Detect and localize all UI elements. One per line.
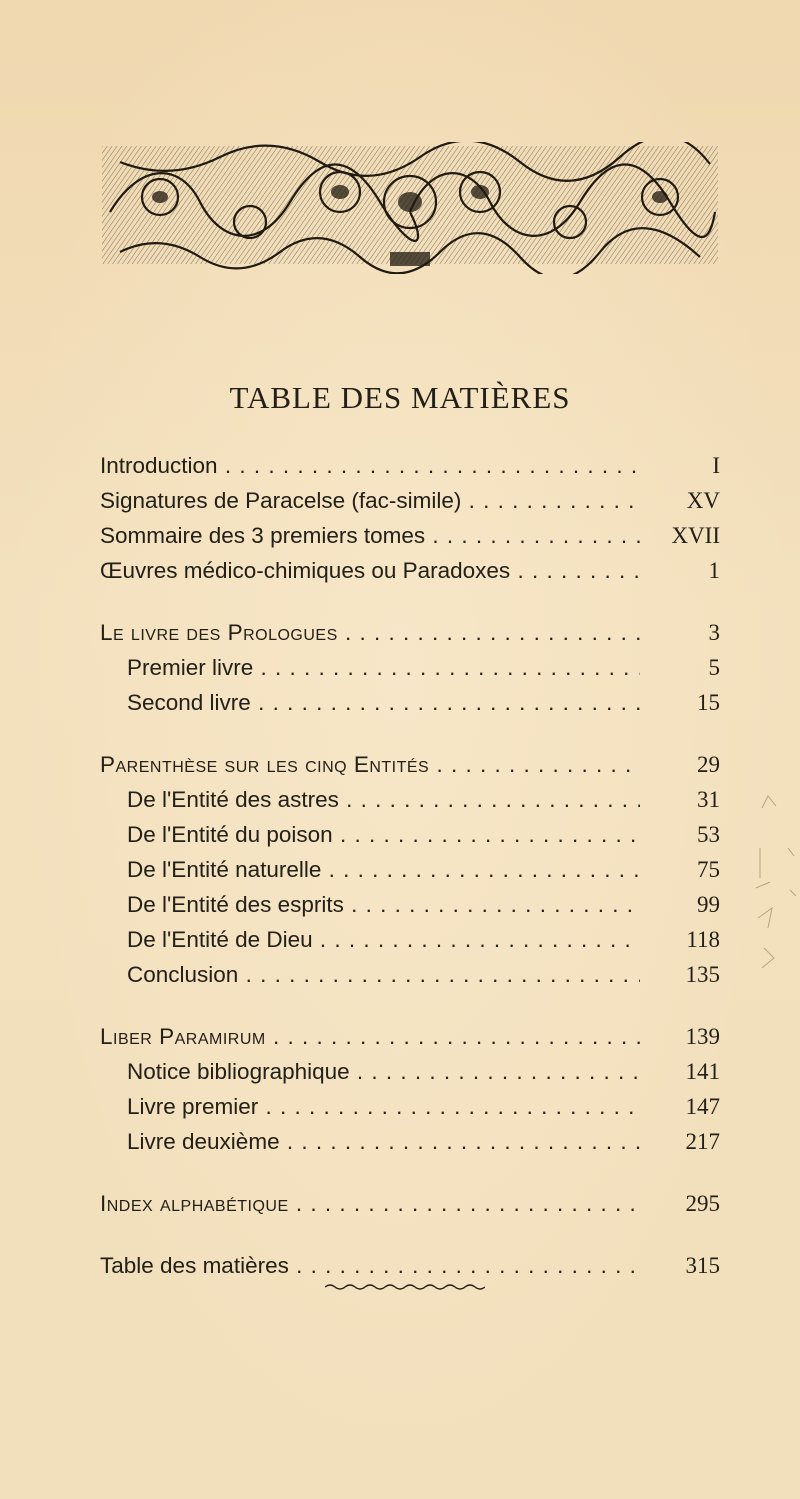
toc-entry <box>100 887 720 922</box>
section-gap <box>100 588 720 615</box>
toc-entry-page: 315 <box>685 1253 720 1278</box>
toc-entry-page: 295 <box>685 1191 720 1216</box>
toc-entry-page: XVII <box>671 523 720 548</box>
toc-entry-page: XV <box>686 488 720 513</box>
toc-entry-label: Second livre . . . <box>127 685 640 720</box>
section-gap <box>100 992 720 1019</box>
toc-entry-page: 53 <box>697 822 720 847</box>
toc-section-heading <box>100 1019 720 1054</box>
toc-entry-page: I <box>712 453 720 478</box>
toc-entry <box>100 553 720 588</box>
toc-entry-label: De l'Entité du poison . . . <box>127 817 640 852</box>
toc-entry-page: 75 <box>697 857 720 882</box>
toc-entry-page: 15 <box>697 690 720 715</box>
toc-entry-page: 135 <box>685 962 720 987</box>
toc-entry <box>100 483 720 518</box>
toc-entry <box>100 650 720 685</box>
toc-entry-label: Le livre des Prologues . . . <box>100 615 640 650</box>
toc-entry-page: 147 <box>685 1094 720 1119</box>
toc-entry <box>100 922 720 957</box>
toc-entry <box>100 1089 720 1124</box>
toc-entry <box>100 1124 720 1159</box>
toc-entry-page: 29 <box>697 752 720 777</box>
toc-entry-label: Livre premier . . . <box>127 1089 640 1124</box>
toc-entry-label: De l'Entité de Dieu . . . <box>127 922 640 957</box>
toc-entry-label: De l'Entité des astres . . . <box>127 782 640 817</box>
toc-entry-label: Conclusion . . . <box>127 957 640 992</box>
toc-entry-page: 3 <box>708 620 720 645</box>
toc-entry <box>100 685 720 720</box>
toc-entry-label: Introduction . . . <box>100 448 640 483</box>
toc-entry-page: 217 <box>685 1129 720 1154</box>
section-gap <box>100 720 720 747</box>
toc-entry-label: Notice bibliographique . . . <box>127 1054 640 1089</box>
toc-entry-page: 139 <box>685 1024 720 1049</box>
toc-entry <box>100 852 720 887</box>
page-title: TABLE DES MATIÈRES <box>229 380 571 415</box>
section-gap <box>100 1159 720 1186</box>
toc-entry-label: Liber Paramirum . . . <box>100 1019 640 1054</box>
toc-entry <box>100 518 720 553</box>
toc-entry-page: 99 <box>697 892 720 917</box>
floral-ornament-icon <box>100 142 720 274</box>
toc-entry-label: Index alphabétique . . . <box>100 1186 640 1221</box>
toc-entry <box>100 1054 720 1089</box>
table-of-contents <box>100 448 720 1283</box>
section-gap <box>100 1221 720 1248</box>
show-through-marks-icon <box>748 778 800 978</box>
toc-entry-label: Livre deuxième . . . <box>127 1124 640 1159</box>
toc-entry-label: De l'Entité naturelle . . . <box>127 852 640 887</box>
toc-section-heading <box>100 1186 720 1221</box>
toc-section-heading <box>100 747 720 782</box>
toc-entry <box>100 1248 720 1283</box>
toc-entry <box>100 448 720 483</box>
toc-entry-page: 31 <box>697 787 720 812</box>
toc-entry-label: Table des matières . . . <box>100 1248 640 1283</box>
toc-entry-label: Œuvres médico-chimiques ou Paradoxes . . . <box>100 553 640 588</box>
toc-entry <box>100 782 720 817</box>
toc-entry <box>100 957 720 992</box>
wavy-rule-icon <box>325 1282 485 1292</box>
toc-entry-label: De l'Entité des esprits . . . <box>127 887 640 922</box>
toc-entry-page: 5 <box>708 655 720 680</box>
toc-entry-label: Parenthèse sur les cinq Entités . . . <box>100 747 640 782</box>
toc-entry-page: 1 <box>708 558 720 583</box>
toc-entry-label: Signatures de Paracelse (fac-simile) . . . <box>100 483 640 518</box>
toc-entry <box>100 817 720 852</box>
toc-entry-page: 118 <box>686 927 720 952</box>
toc-section-heading <box>100 615 720 650</box>
toc-entry-label: Premier livre . . . <box>127 650 640 685</box>
toc-entry-page: 141 <box>685 1059 720 1084</box>
toc-entry-label: Sommaire des 3 premiers tomes . . . <box>100 518 640 553</box>
